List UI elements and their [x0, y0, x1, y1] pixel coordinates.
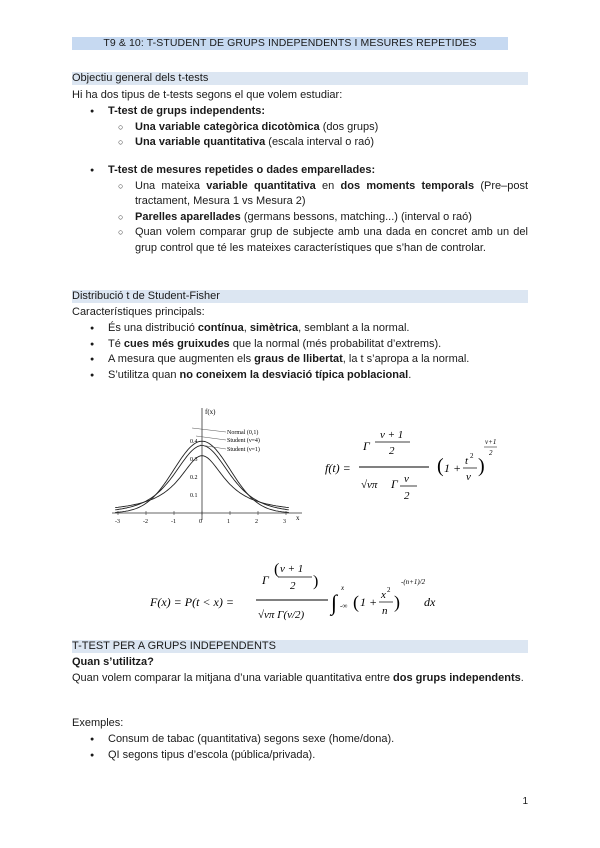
y-tick-label: 0.1 — [190, 493, 198, 499]
question-heading: Quan s’utilitza? — [72, 656, 154, 668]
ttest-types-list-2 — [90, 163, 528, 256]
formula2-lhs: F(x) = P(t < x) = — [150, 595, 234, 609]
svg-text:): ) — [394, 592, 400, 612]
x-tick-label: -3 — [115, 519, 120, 525]
list-item: ● És una distribució contínua, simètrica, semblant a la normal. — [90, 321, 528, 337]
svg-text:2: 2 — [470, 452, 474, 460]
characteristics-list — [90, 321, 528, 383]
pdf-formula — [325, 420, 500, 520]
svg-text:2: 2 — [404, 490, 410, 502]
formula2-n: n — [382, 605, 388, 617]
svg-text:Γ: Γ — [391, 477, 398, 491]
formula1-num: ν + 1 — [380, 429, 404, 441]
list-item: ○ Una mateixa variable quantitativa en dos moments temporals (Pre–post tractament, Mesura 1 vs Mesura 2) — [108, 179, 528, 210]
formula2-x: x — [381, 589, 386, 601]
sublist-repeated — [108, 179, 528, 257]
formula2-one-plus: 1 + — [360, 595, 378, 609]
formula1-lhs: f(t) = — [325, 461, 351, 475]
integral-lower: -∞ — [340, 602, 348, 610]
section2-intro: Característiques principals: — [72, 306, 205, 318]
list-item: ● Consum de tabac (quantitativa) segons sexe (home/dona). — [90, 732, 528, 748]
formula1-t: t — [465, 455, 469, 467]
x-tick-label: -1 — [171, 519, 176, 525]
list-item: ○ Una variable categòrica dicotòmica (dos grups) — [108, 120, 528, 136]
y-tick-label: 0.4 — [190, 439, 198, 445]
formula1-sqrt: √νπ — [361, 479, 378, 491]
page-number: 1 — [522, 796, 528, 807]
list-item: ● S’utilitza quan no coneixem la desviació típica poblacional. — [90, 368, 528, 384]
document-title: T9 & 10: T-STUDENT DE GRUPS INDEPENDENTS I MESURES REPETIDES — [72, 37, 508, 50]
formula2-exp: -(n+1)/2 — [401, 578, 426, 586]
formula2-two: 2 — [290, 580, 296, 592]
x-tick-label: -2 — [143, 519, 148, 525]
x-axis-label: x — [296, 514, 300, 522]
x-tick-label: 2 — [255, 519, 258, 525]
legend-student-1: Student (ν=1) — [227, 447, 260, 453]
list-item: ○ Quan volem comparar grup de subjecte amb una dada en concret amb un del grup control que té les mateixes característiques que s’han de controlar. — [108, 225, 528, 256]
formula1-den: ν — [404, 473, 409, 485]
gamma-symbol: Γ — [262, 573, 269, 587]
cdf-formula — [150, 560, 450, 635]
svg-text:(: ( — [437, 455, 444, 477]
svg-text:(: ( — [274, 561, 280, 578]
list-item-independent: ● T-test de grups independents: ○ Una variable categòrica dicotòmica (dos grups) ○ Una variable quantitativa (escala interval o raó) — [90, 104, 528, 151]
svg-text:2: 2 — [489, 449, 493, 457]
examples-label: Exemples: — [72, 717, 124, 729]
svg-text:(: ( — [353, 592, 359, 612]
list-item-repeated: ● T-test de mesures repetides o dades emparellades: ○ Una mateixa variable quantitativa en dos moments temporals (Pre–post tractament, Mesura 1 vs Mesura 2) ○ Parelles aparellades (germans bessons, matching...) (interval o raó) ○ Quan volem comparar grup de subjecte amb una dada en concret amb un del grup control que té les mateixes característiques que s’han de controlar. — [90, 163, 528, 256]
integral-upper: x — [341, 584, 345, 592]
y-tick-label: 0.3 — [190, 457, 198, 463]
list-item: ● A mesura que augmenten els graus de llibertat, la t s’apropa a la normal. — [90, 352, 528, 368]
section-heading-distribucio: Distribució t de Student-Fisher — [72, 290, 528, 303]
section-heading-independents: T-TEST PER A GRUPS INDEPENDENTS — [72, 640, 528, 653]
formula1-two: 2 — [389, 445, 395, 457]
ttest-types-list — [90, 104, 528, 151]
y-axis-label: f(x) — [205, 408, 216, 416]
gamma-symbol: Γ — [363, 439, 370, 453]
sublist-independent — [108, 120, 528, 151]
list-item: ○ Una variable quantitativa (escala interval o raó) — [108, 135, 528, 151]
legend-normal: Normal (0,1) — [227, 430, 259, 436]
list-item: ● Té cues més gruixudes que la normal (més probabilitat d’extrems). — [90, 337, 528, 353]
list-item: ○ Parelles aparellades (germans bessons, matching...) (interval o raó) — [108, 210, 528, 226]
formula2-dx: dx — [424, 595, 436, 609]
svg-text:ν: ν — [466, 471, 471, 483]
t-distribution-figure — [108, 398, 308, 533]
formula1-one-plus: 1 + — [444, 461, 462, 475]
y-tick-label: 0.2 — [190, 475, 198, 481]
list-item: ● QI segons tipus d’escola (pública/privada). — [90, 748, 528, 764]
x-tick-label: 1 — [227, 519, 230, 525]
y-ticks — [190, 439, 198, 499]
svg-text:2: 2 — [387, 586, 391, 594]
section-heading-objectiu: Objectiu general dels t-tests — [72, 72, 528, 85]
svg-text:): ) — [313, 573, 319, 590]
x-tick-label: 3 — [283, 519, 286, 525]
x-tick-label: 0 — [199, 519, 202, 525]
usage-paragraph: Quan volem comparar la mitjana d’una variable quantitativa entre dos grups independents. — [72, 672, 524, 684]
integral-sign: ∫ — [331, 590, 338, 615]
formula2-num: ν + 1 — [280, 563, 304, 575]
formula2-den: √νπ Γ(ν/2) — [258, 609, 305, 621]
legend-student-4: Student (ν=4) — [227, 438, 260, 444]
examples-list — [90, 732, 528, 763]
svg-text:): ) — [478, 455, 485, 477]
section1-intro: Hi ha dos tipus de t-tests segons el que volem estudiar: — [72, 89, 343, 101]
formula1-exp: ν+1 — [485, 438, 497, 446]
